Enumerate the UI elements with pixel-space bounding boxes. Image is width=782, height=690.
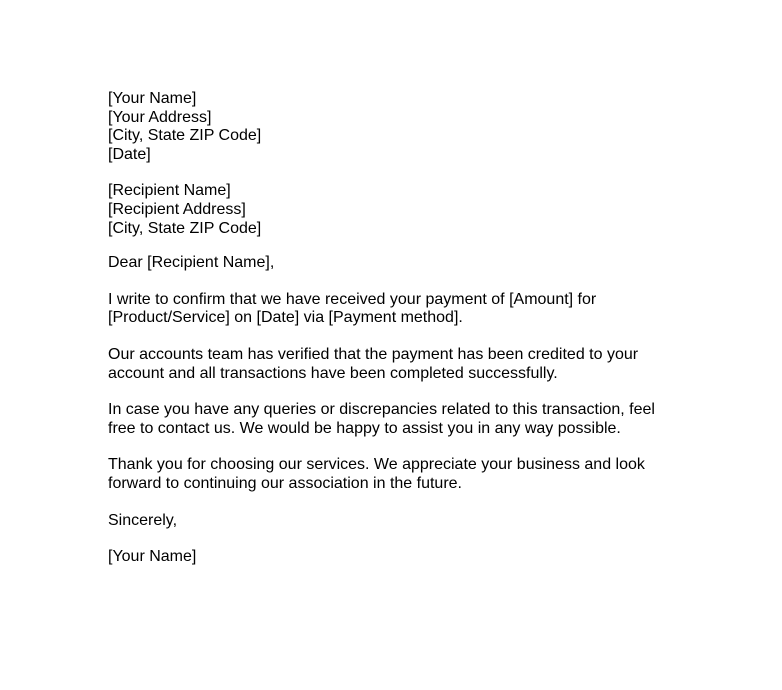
paragraph-line: [Product/Service] on [Date] via [Payment method].: [108, 309, 463, 327]
closing-block: [108, 512, 708, 531]
paragraph-line: I write to confirm that we have received your payment of [Amount] for: [108, 290, 597, 308]
paragraph-line: Our accounts team has verified that the payment has been credited to your: [108, 345, 639, 363]
paragraph-line: Thank you for choosing our services. We appreciate your business and look: [108, 456, 645, 474]
sender-address: [Your Address]: [108, 108, 212, 126]
spacer: [108, 273, 708, 291]
sender-address-block: [108, 90, 708, 164]
signature-block: [108, 548, 708, 567]
salutation: Dear [Recipient Name],: [108, 254, 275, 272]
body-paragraph-2: [108, 346, 708, 383]
recipient-address-block: [108, 182, 708, 238]
recipient-city-state-zip: [City, State ZIP Code]: [108, 219, 262, 237]
letter-document: [108, 90, 708, 567]
spacer: [108, 164, 708, 182]
spacer: [108, 494, 708, 512]
paragraph-line: In case you have any queries or discrepancies related to this transaction, feel: [108, 401, 655, 419]
recipient-address: [Recipient Address]: [108, 200, 246, 218]
spacer: [108, 383, 708, 401]
body-paragraph-1: [108, 291, 708, 328]
letter-date: [Date]: [108, 145, 151, 163]
spacer: [108, 238, 708, 254]
spacer: [108, 438, 708, 456]
spacer: [108, 530, 708, 548]
closing: Sincerely,: [108, 511, 178, 529]
paragraph-line: free to contact us. We would be happy to assist you in any way possible.: [108, 419, 621, 437]
recipient-name: [Recipient Name]: [108, 182, 231, 200]
salutation-block: [108, 254, 708, 273]
spacer: [108, 328, 708, 346]
body-paragraph-3: [108, 401, 708, 438]
sender-name: [Your Name]: [108, 90, 197, 107]
signature-name: [Your Name]: [108, 548, 197, 566]
body-paragraph-4: [108, 456, 708, 493]
paragraph-line: account and all transactions have been completed successfully.: [108, 364, 558, 382]
paragraph-line: forward to continuing our association in the future.: [108, 474, 462, 492]
sender-city-state-zip: [City, State ZIP Code]: [108, 127, 262, 145]
